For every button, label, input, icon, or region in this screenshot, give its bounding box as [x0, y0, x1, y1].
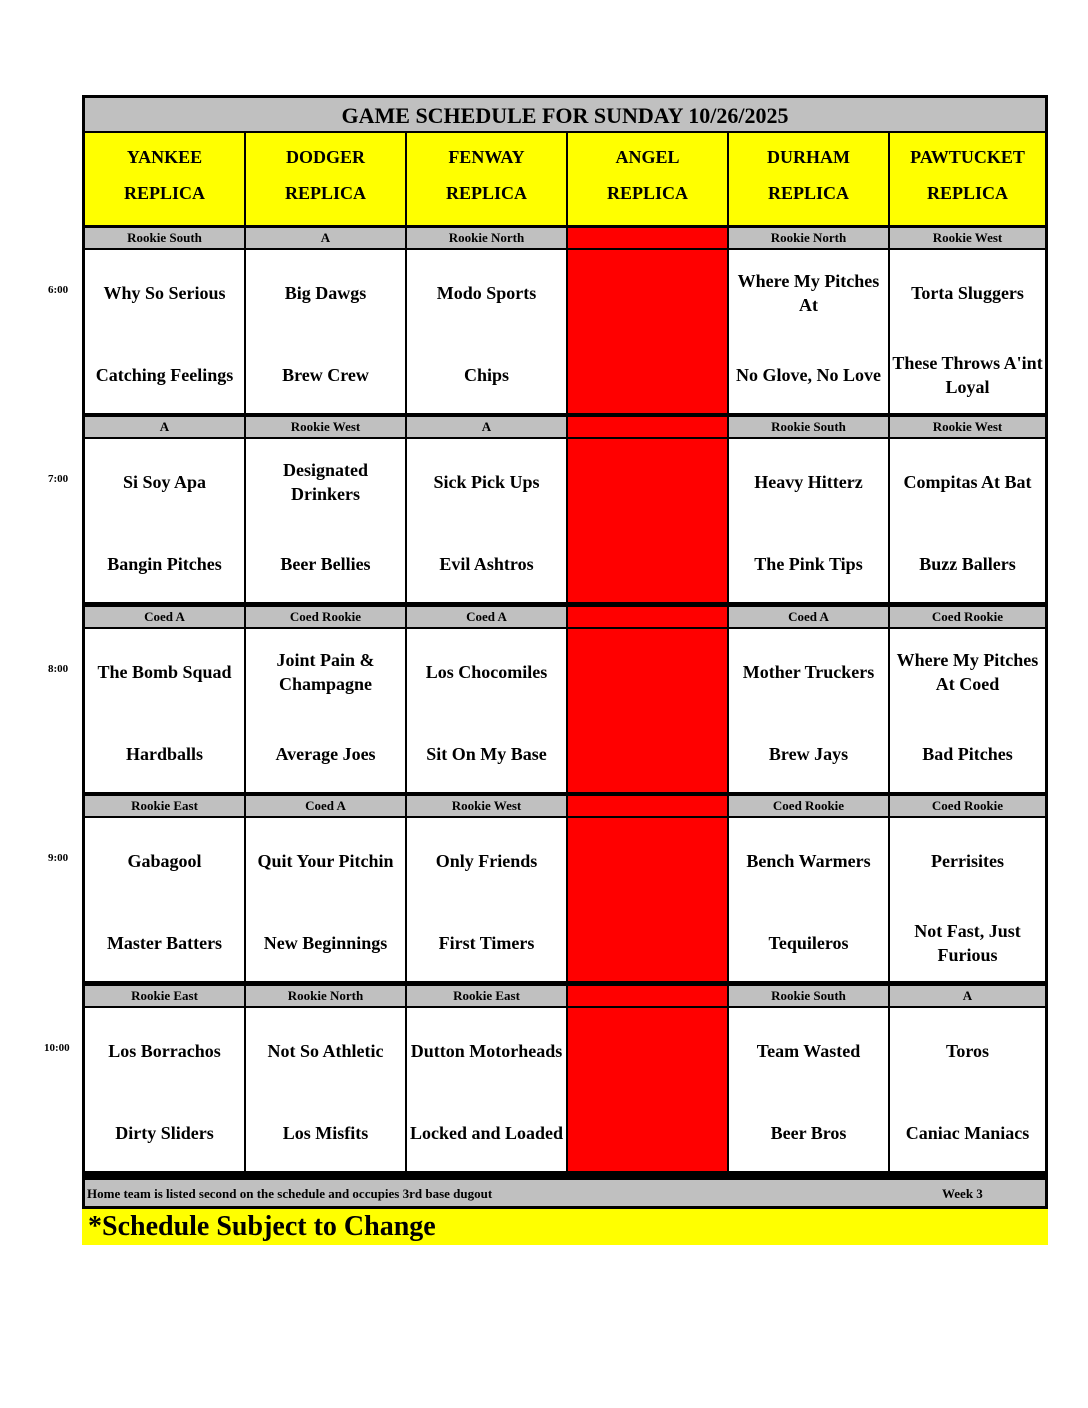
- division-label: Rookie West: [890, 417, 1045, 437]
- game-cell: [246, 250, 405, 413]
- home-team: Brew Crew: [282, 365, 369, 385]
- division-label: Rookie East: [85, 986, 244, 1006]
- game-cell: [85, 250, 244, 413]
- division-label: Coed Rookie: [729, 796, 888, 816]
- home-team: Average Joes: [275, 744, 376, 764]
- home-team: Brew Jays: [768, 744, 849, 764]
- home-team: Tequileros: [768, 933, 849, 953]
- game-cell: [85, 439, 244, 602]
- away-team: Why So Serious: [103, 283, 226, 303]
- home-team: Hardballs: [125, 744, 204, 764]
- away-team: Dutton Motorheads: [410, 1041, 563, 1061]
- field-header-pawtucket: [890, 133, 1045, 225]
- division-label: Rookie North: [246, 986, 405, 1006]
- away-team: Compitas At Bat: [903, 472, 1032, 492]
- game-cell: [246, 439, 405, 602]
- away-team: Designated Drinkers: [283, 460, 368, 504]
- closed-field-bar: [568, 986, 727, 1006]
- home-team: Bangin Pitches: [107, 554, 222, 574]
- division-label: A: [407, 417, 566, 437]
- division-label: A: [85, 417, 244, 437]
- field-name: YANKEE: [126, 147, 203, 167]
- home-team: Beer Bros: [770, 1123, 847, 1143]
- game-cell: [407, 439, 566, 602]
- division-label: Rookie West: [407, 796, 566, 816]
- home-team: These Throws A'int Loyal: [892, 353, 1043, 397]
- home-team: Master Batters: [106, 933, 223, 953]
- closed-field-bar: [568, 796, 727, 816]
- division-label: Rookie West: [890, 228, 1045, 248]
- away-team: Los Borrachos: [108, 1041, 221, 1061]
- time-label: 9:00: [48, 852, 69, 864]
- division-label: Coed A: [246, 796, 405, 816]
- schedule-disclaimer: *Schedule Subject to Change: [82, 1209, 1048, 1245]
- home-team: First Timers: [438, 933, 535, 953]
- game-cell: [729, 818, 888, 981]
- away-team: Mother Truckers: [742, 662, 875, 682]
- game-cell: [890, 250, 1045, 413]
- away-team: Where My Pitches At Coed: [896, 650, 1039, 694]
- home-team-note: Home team is listed second on the schedule and occupies 3rd base dugout: [87, 1186, 493, 1201]
- away-team: Sick Pick Ups: [433, 472, 540, 492]
- division-label: Rookie South: [85, 228, 244, 248]
- schedule-table: [82, 95, 1048, 1209]
- field-subtitle: REPLICA: [284, 183, 366, 203]
- game-cell: [85, 818, 244, 981]
- home-team: Chips: [463, 365, 510, 385]
- home-team: Los Misfits: [282, 1123, 369, 1143]
- field-header-yankee: [85, 133, 244, 225]
- home-team: Sit On My Base: [426, 744, 547, 764]
- home-team: Dirty Sliders: [115, 1123, 214, 1143]
- division-label: Coed A: [407, 607, 566, 627]
- game-cell: [890, 818, 1045, 981]
- game-cell: [246, 629, 405, 792]
- division-label: Rookie North: [407, 228, 566, 248]
- field-name: DURHAM: [767, 147, 850, 167]
- home-team: Locked and Loaded: [409, 1123, 564, 1143]
- field-subtitle: REPLICA: [445, 183, 527, 203]
- time-label: 6:00: [48, 284, 69, 296]
- field-name: FENWAY: [448, 147, 525, 167]
- field-header-durham: [729, 133, 888, 225]
- field-subtitle: REPLICA: [926, 183, 1008, 203]
- game-cell: [890, 439, 1045, 602]
- away-team: Quit Your Pitchin: [257, 851, 394, 871]
- away-team: Not So Athletic: [267, 1041, 384, 1061]
- field-name: DODGER: [285, 147, 365, 167]
- away-team: Bench Warmers: [746, 851, 871, 871]
- schedule-title: GAME SCHEDULE FOR SUNDAY 10/26/2025: [85, 98, 1045, 131]
- away-team: The Bomb Squad: [97, 662, 232, 682]
- game-cell: [407, 629, 566, 792]
- division-label: Rookie South: [729, 986, 888, 1006]
- away-team: Only Friends: [435, 851, 538, 871]
- closed-field-cell: [568, 818, 727, 981]
- away-team: Toros: [945, 1041, 990, 1061]
- away-team: Los Chocomiles: [425, 662, 548, 682]
- game-cell: [729, 439, 888, 602]
- time-label: 8:00: [48, 663, 69, 675]
- away-team: Heavy Hitterz: [754, 472, 863, 492]
- home-team: Not Fast, Just Furious: [914, 921, 1021, 965]
- field-header-dodger: [246, 133, 405, 225]
- away-team: Modo Sports: [436, 283, 537, 303]
- division-label: Rookie South: [729, 417, 888, 437]
- division-label: Coed Rookie: [890, 796, 1045, 816]
- schedule-footer: [85, 1180, 1045, 1206]
- game-cell: [246, 818, 405, 981]
- field-header-fenway: [407, 133, 566, 225]
- division-label: A: [246, 228, 405, 248]
- division-label: Rookie West: [246, 417, 405, 437]
- time-label: 7:00: [48, 473, 69, 485]
- home-team: Caniac Maniacs: [905, 1123, 1030, 1143]
- field-subtitle: REPLICA: [767, 183, 849, 203]
- closed-field-bar: [568, 228, 727, 248]
- home-team: New Beginnings: [263, 933, 388, 953]
- week-label: Week 3: [942, 1186, 983, 1201]
- home-team: Evil Ashtros: [439, 554, 534, 574]
- game-cell: [407, 818, 566, 981]
- away-team: Torta Sluggers: [911, 283, 1024, 303]
- away-team: Team Wasted: [756, 1041, 861, 1061]
- field-name: PAWTUCKET: [910, 147, 1025, 167]
- division-label: A: [890, 986, 1045, 1006]
- game-cell: [729, 250, 888, 413]
- division-label: Coed Rookie: [890, 607, 1045, 627]
- away-team: Si Soy Apa: [122, 472, 207, 492]
- game-cell: [729, 629, 888, 792]
- game-cell: [85, 629, 244, 792]
- game-cell: [890, 629, 1045, 792]
- division-label: Coed Rookie: [246, 607, 405, 627]
- game-cell: [407, 250, 566, 413]
- closed-field-cell: [568, 629, 727, 792]
- away-team: Perrisites: [931, 851, 1004, 871]
- closed-field-cell: [568, 1008, 727, 1171]
- field-header-angel: [568, 133, 727, 225]
- division-label: Coed A: [729, 607, 888, 627]
- home-team: Catching Feelings: [95, 365, 234, 385]
- field-subtitle: REPLICA: [123, 183, 205, 203]
- away-team: Where My Pitches At: [737, 271, 880, 315]
- home-team: Buzz Ballers: [919, 554, 1016, 574]
- home-team: Beer Bellies: [280, 554, 371, 574]
- game-cell: [85, 1008, 244, 1171]
- closed-field-bar: [568, 607, 727, 627]
- time-label: 10:00: [44, 1042, 70, 1054]
- home-team: No Glove, No Love: [736, 365, 881, 385]
- away-team: Big Dawgs: [284, 283, 367, 303]
- field-subtitle: REPLICA: [606, 183, 688, 203]
- division-label: Coed A: [85, 607, 244, 627]
- division-label: Rookie East: [407, 986, 566, 1006]
- game-cell: [407, 1008, 566, 1171]
- game-cell: [890, 1008, 1045, 1171]
- home-team: The Pink Tips: [754, 554, 863, 574]
- closed-field-cell: [568, 439, 727, 602]
- game-cell: [729, 1008, 888, 1171]
- away-team: Joint Pain & Champagne: [276, 650, 375, 694]
- game-cell: [246, 1008, 405, 1171]
- division-label: Rookie East: [85, 796, 244, 816]
- home-team: Bad Pitches: [922, 744, 1013, 764]
- field-name: ANGEL: [615, 147, 680, 167]
- schedule-grid: [85, 98, 1045, 1206]
- away-team: Gabagool: [127, 851, 202, 871]
- closed-field-cell: [568, 250, 727, 413]
- division-label: Rookie North: [729, 228, 888, 248]
- closed-field-bar: [568, 417, 727, 437]
